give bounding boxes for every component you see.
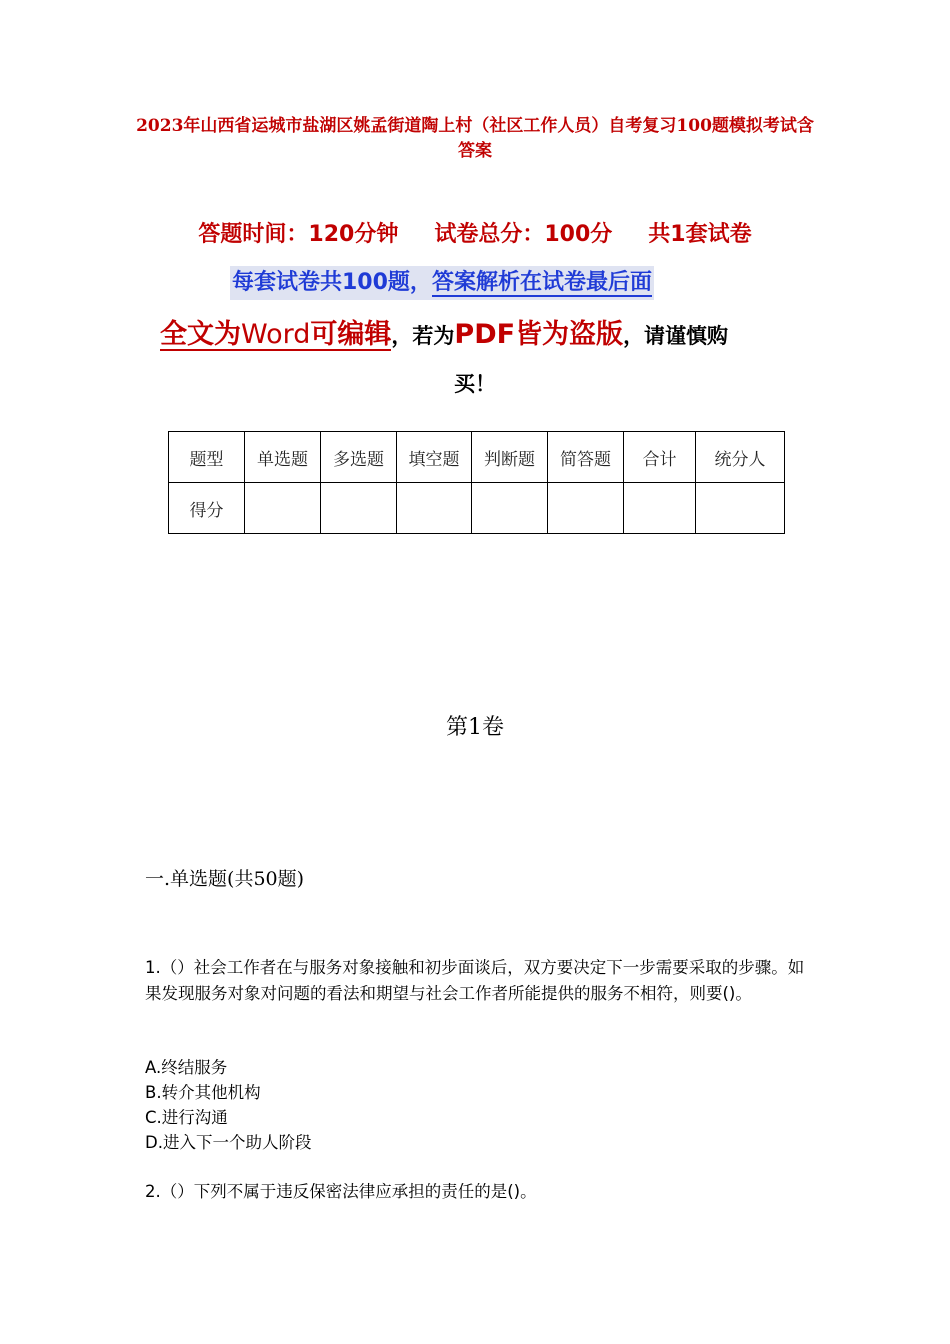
notice-word-b: Word <box>241 319 311 350</box>
score-cell[interactable] <box>397 483 472 534</box>
exam-info-line <box>0 218 950 252</box>
exam-total-score: 试卷总分：100分 <box>434 222 613 247</box>
option-a: A.终结服务 <box>145 1058 228 1077</box>
score-cell[interactable] <box>624 483 696 534</box>
header-cell: 简答题 <box>548 432 624 483</box>
header-cell: 合计 <box>624 432 696 483</box>
section-title: 一.单选题(共50题) <box>145 868 305 890</box>
document-title: 2023年山西省运城市盐湖区姚孟街道陶上村（社区工作人员）自考复习100题模拟考试含答案 <box>136 116 814 161</box>
score-cell[interactable] <box>321 483 397 534</box>
exam-time: 答题时间：120分钟 <box>198 222 399 247</box>
notice-word-a: 全文为 <box>160 319 241 350</box>
notice-word-c: 可编辑 <box>310 319 392 350</box>
piracy-notice-end: 买！ <box>454 372 496 396</box>
option-b: B.转介其他机构 <box>145 1083 261 1102</box>
question-1-options <box>145 1055 810 1155</box>
header-cell: 单选题 <box>245 432 321 483</box>
answer-location-notice <box>230 266 654 300</box>
score-table <box>168 431 785 534</box>
option-d: D.进入下一个助人阶段 <box>145 1133 312 1152</box>
notice-word-g: ，请谨慎购 <box>623 324 729 348</box>
header-cell: 多选题 <box>321 432 397 483</box>
exam-sets: 共1套试卷 <box>648 222 752 247</box>
header-cell: 统分人 <box>696 432 785 483</box>
header-cell: 判断题 <box>472 432 548 483</box>
score-label-cell: 得分 <box>169 483 245 534</box>
header-cell: 题型 <box>169 432 245 483</box>
notice-word-d: ，若为 <box>391 324 455 348</box>
notice-word-e: PDF <box>454 319 516 350</box>
question-1-stem: 1.（）社会工作者在与服务对象接触和初步面谈后，双方要决定下一步需要采取的步骤。如果发现服务对象对问题的看法和期望与社会工作者所能提供的服务不相符，则要()。 <box>145 958 805 1003</box>
question-2-stem: 2.（）下列不属于违反保密法律应承担的责任的是()。 <box>145 1182 537 1201</box>
notice-word-f: 皆为盗版 <box>515 319 624 350</box>
score-cell[interactable] <box>548 483 624 534</box>
score-cell[interactable] <box>696 483 785 534</box>
score-table-score-row <box>169 483 785 534</box>
piracy-notice <box>160 312 728 351</box>
notice-answer-location: 答案解析在试卷最后面 <box>431 270 652 295</box>
score-cell[interactable] <box>472 483 548 534</box>
volume-title: 第1卷 <box>446 715 504 740</box>
header-cell: 填空题 <box>397 432 472 483</box>
score-cell[interactable] <box>245 483 321 534</box>
score-table-header-row <box>169 432 785 483</box>
notice-question-count: 每套试卷共100题， <box>232 270 432 295</box>
option-c: C.进行沟通 <box>145 1108 228 1127</box>
